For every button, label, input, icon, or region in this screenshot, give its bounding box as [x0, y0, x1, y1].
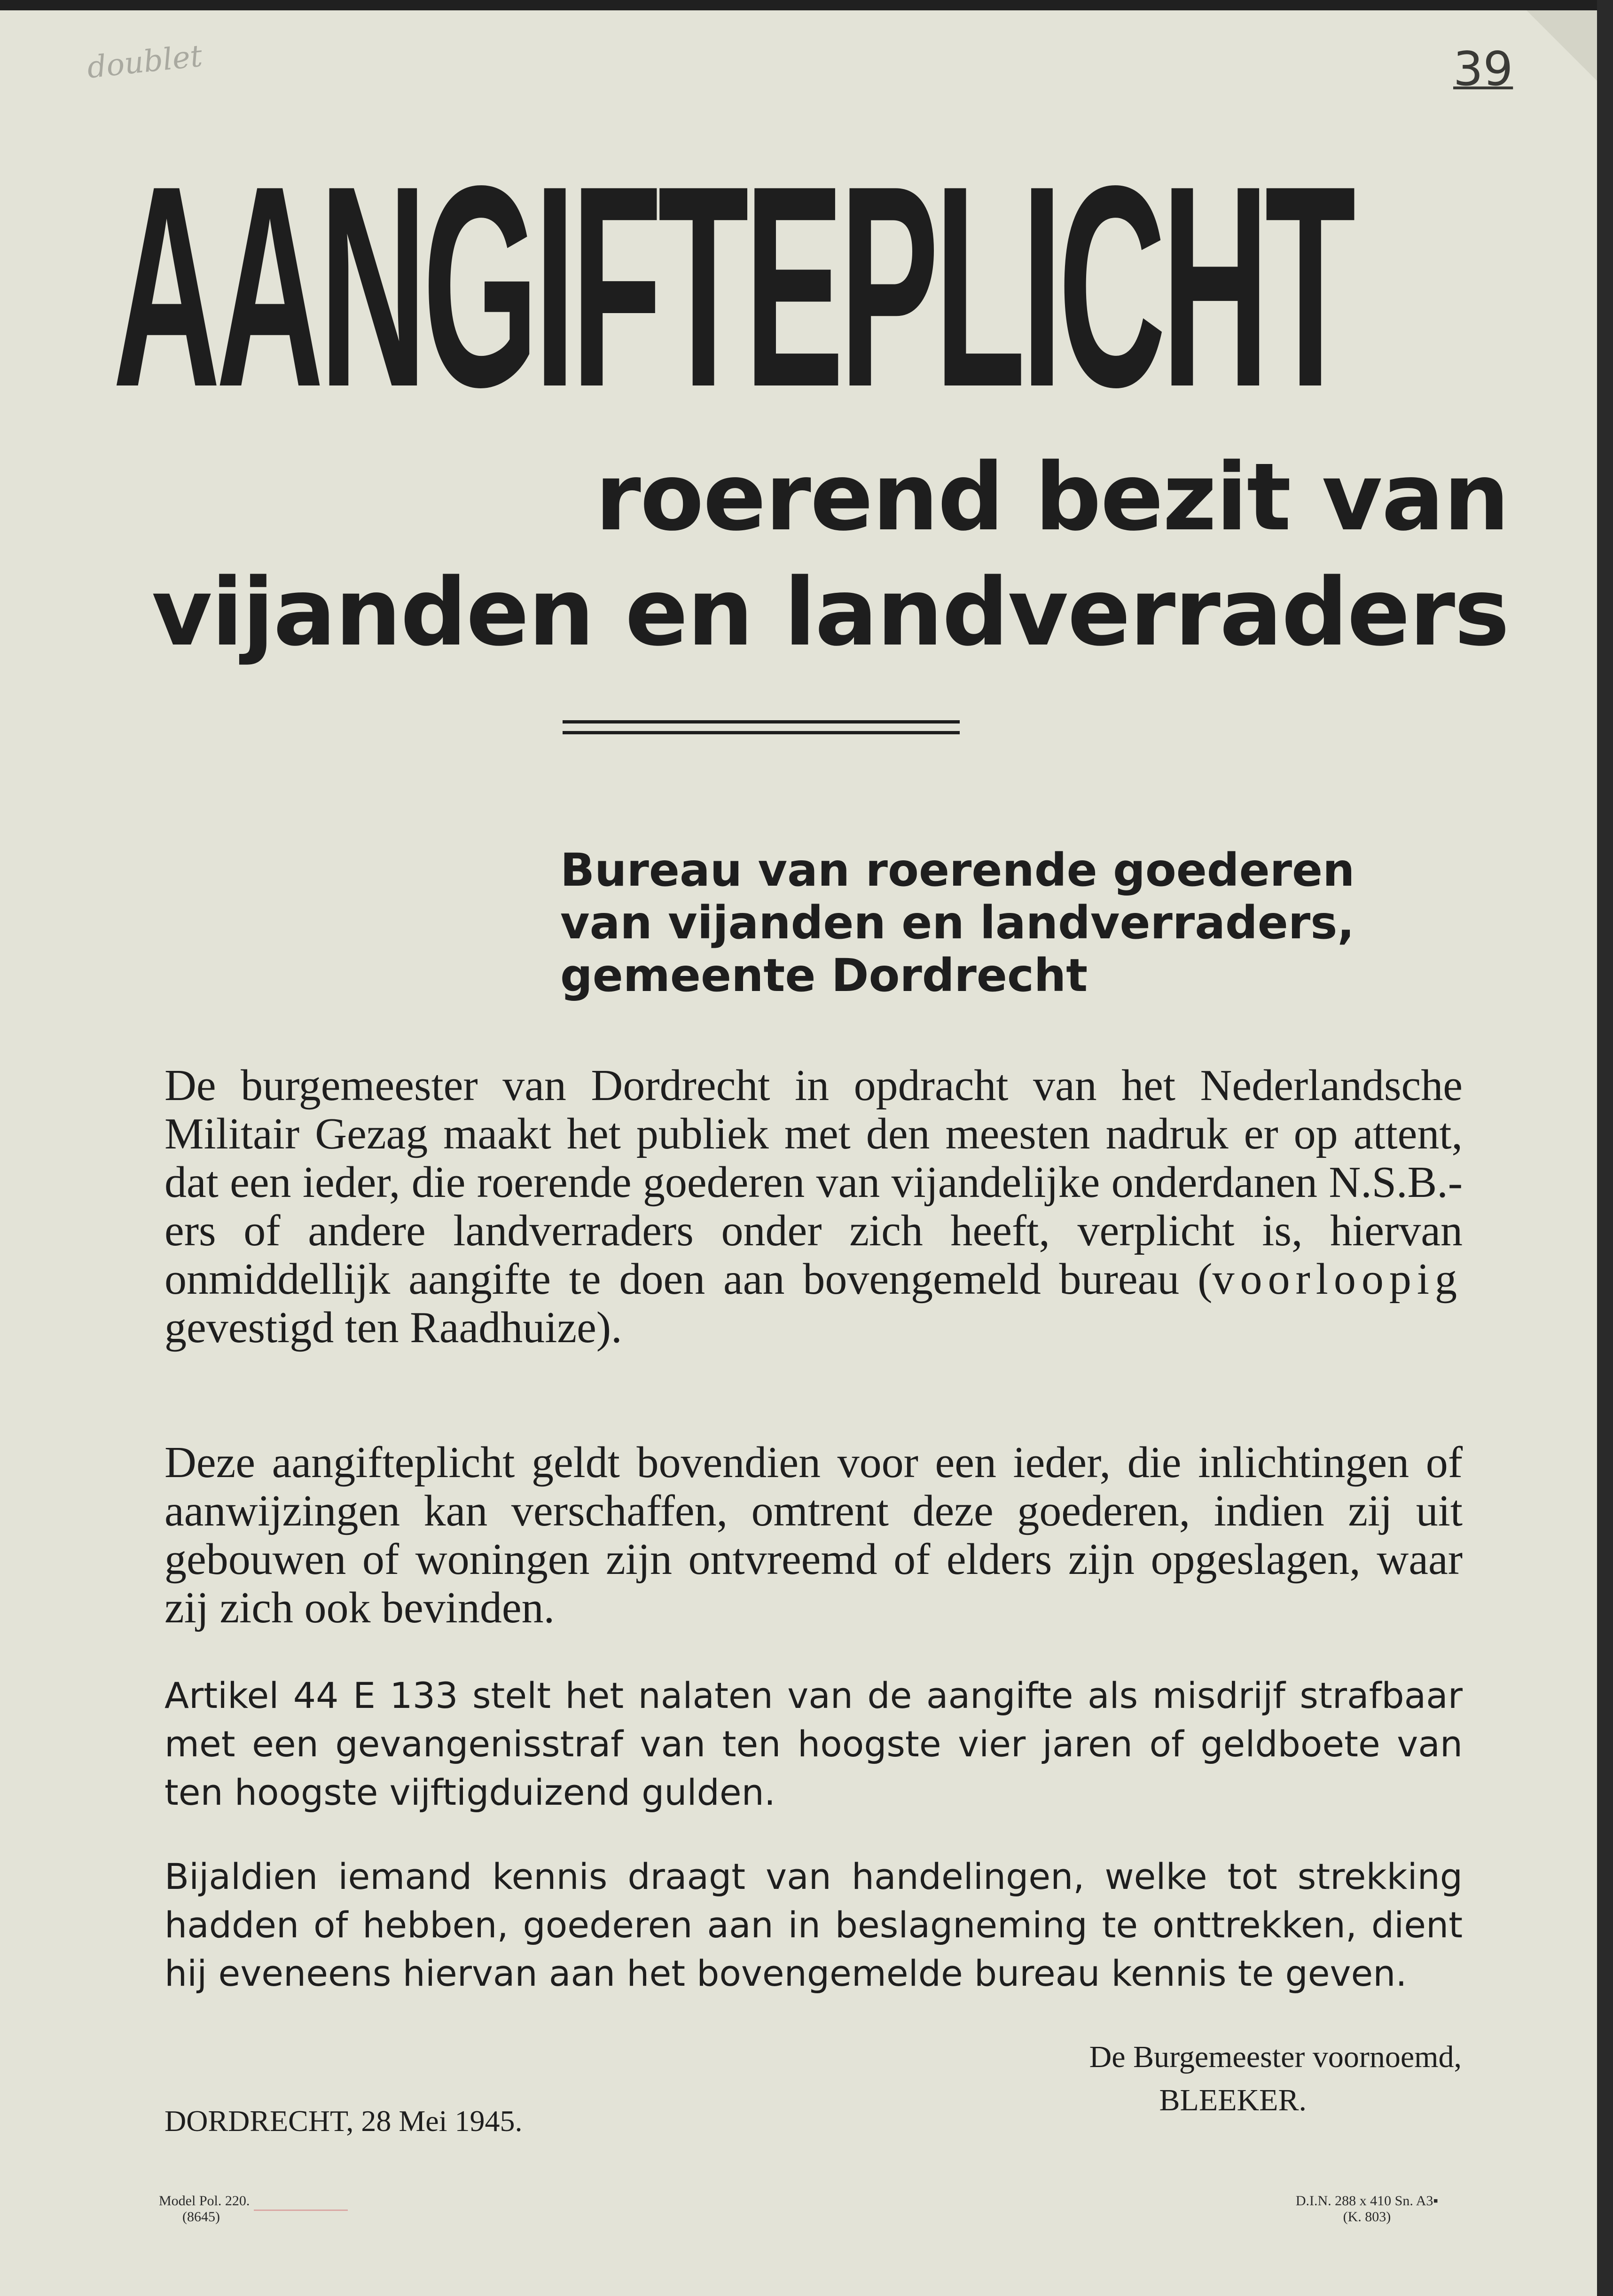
footer-model-code: (8645)	[182, 2209, 220, 2225]
paragraph-notice-end: gevestigd ten Raadhuize).	[164, 1303, 622, 1352]
archive-number: 39	[1453, 41, 1513, 96]
paragraph-penalty: Artikel 44 E 133 stelt het nalaten van de aangifte als misdrijf strafbaar met een gevangenisstraf van ten hoogste vier jaren of geldboete van ten hoogste vijftigduizend gulden.	[164, 1675, 1463, 1813]
bureau-line-3: gemeente Dordrecht	[560, 949, 1088, 1002]
dateline: DORDRECHT, 28 Mei 1945.	[164, 2104, 523, 2138]
bureau-line-1: Bureau van roerende goederen	[560, 844, 1355, 896]
footer-model: Model Pol. 220.	[159, 2193, 250, 2209]
paragraph-notice	[164, 1062, 1463, 1352]
handwritten-note: doublet	[85, 39, 204, 86]
pencil-mark	[254, 2210, 348, 2211]
paragraph-notice-spaced-word: voorloopig	[1212, 1255, 1463, 1304]
signature-title: De Burgemeester voornoemd,	[1089, 2040, 1462, 2074]
footer-model-info	[159, 2193, 250, 2225]
double-rule-divider	[563, 720, 960, 734]
subtitle-line-2: vijanden en landverraders	[151, 558, 1509, 667]
folded-corner	[1527, 10, 1597, 81]
bureau-line-2: van vijanden en landverraders,	[560, 896, 1355, 949]
footer-format-code: (K. 803)	[1343, 2209, 1391, 2225]
signature-block	[1089, 2036, 1462, 2122]
paragraph-notice-text: De burgemeester van Dordrecht in opdracht van het Nederlandsche Militair Gezag maakt het publiek met den meesten nadruk er op attent, dat een ieder, die roerende goederen van vijandelijke onderdanen N.S.B.-ers of andere landverraders onder zich heeft, verplicht is, hiervan onmiddellijk aangifte te doen aan bovengemeld bureau (	[164, 1061, 1463, 1304]
paragraph-obligation: Deze aangifteplicht geldt bovendien voor een ieder, die inlichtingen of aanwijzingen kan verschaffen, omtrent deze goederen, indien zij uit gebouwen of woningen zijn ontvreemd of elders zijn opgeslagen, waar zij zich ook bevinden.	[164, 1438, 1463, 1632]
footer-format: D.I.N. 288 x 410 Sn. A3▪	[1295, 2193, 1438, 2209]
bureau-heading	[560, 844, 1519, 1002]
scan-edge-right	[1597, 0, 1613, 2296]
scan-edge-top	[0, 0, 1613, 10]
paragraph-concealment: Bijaldien iemand kennis draagt van handelingen, welke tot strekking hadden of hebben, goederen aan in beslagneming te onttrekken, dient hij eveneens hiervan aan het bovengemelde bureau kennis te geven.	[164, 1856, 1463, 1994]
subtitle-line-1: roerend bezit van	[595, 443, 1509, 551]
footer-format-info	[1296, 2193, 1438, 2225]
main-title: AANGIFTEPLICHT	[113, 126, 1352, 447]
signature-name: BLEEKER.	[1159, 2083, 1307, 2117]
